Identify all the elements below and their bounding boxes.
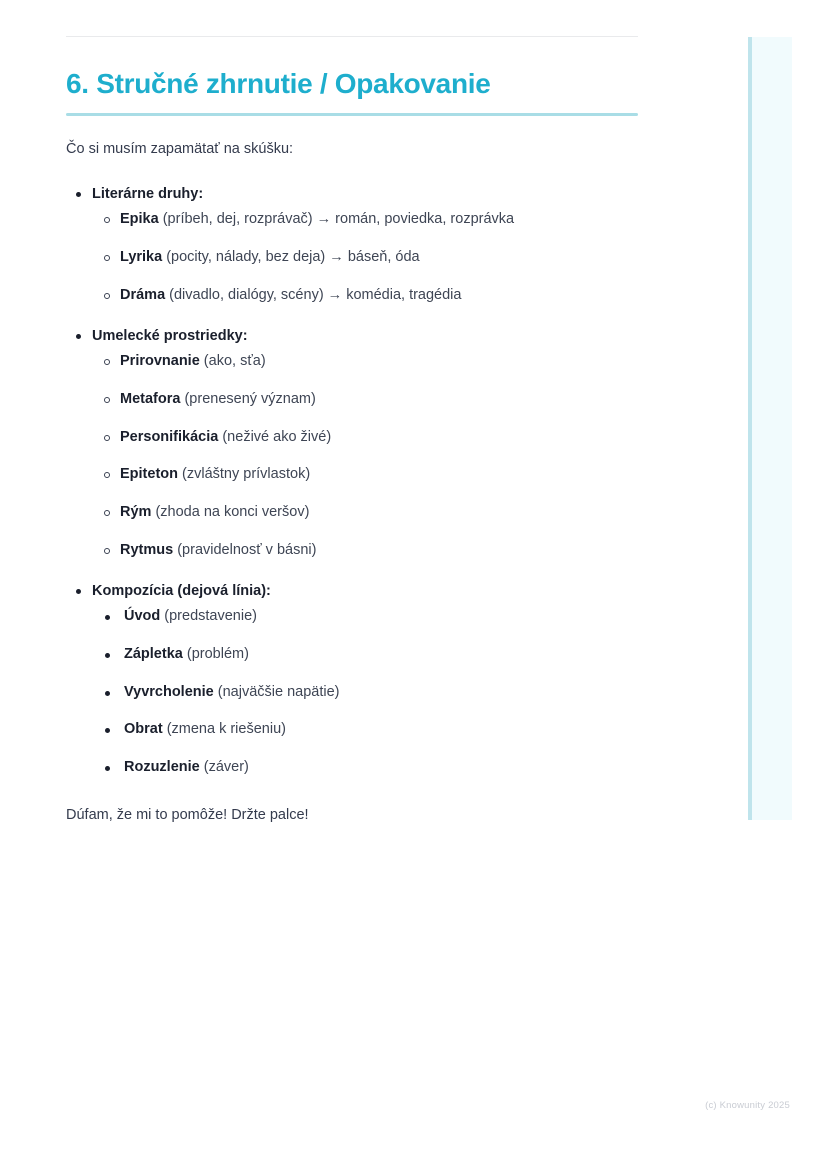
- list-item: [66, 719, 638, 741]
- group-title: Umelecké prostriedky:: [66, 325, 638, 347]
- item-term: Prirovnanie: [120, 353, 200, 370]
- item-term: Personifikácia: [120, 428, 219, 445]
- list-item: [66, 502, 638, 524]
- group-title: Literárne druhy:: [66, 183, 638, 205]
- item-term: Dráma: [120, 286, 166, 303]
- list-item: [66, 427, 638, 449]
- list-item: [66, 351, 638, 373]
- group-items: [66, 209, 638, 306]
- item-detail: (predstavenie): [160, 608, 257, 625]
- summary-group: [66, 183, 638, 307]
- item-term: Rozuzlenie: [124, 759, 200, 776]
- item-term: Zápletka: [124, 645, 183, 662]
- top-divider: [66, 36, 638, 37]
- page-title: 6. Stručné zhrnutie / Opakovanie: [66, 68, 491, 99]
- item-detail: (ako, sťa): [199, 353, 266, 370]
- item-detail: (prenesený význam): [180, 390, 316, 407]
- item-detail: (divadlo, dialógy, scény) → komédia, tragédia: [165, 286, 462, 303]
- list-item: [66, 389, 638, 411]
- outro-text: Dúfam, že mi to pomôže! Držte palce!: [66, 806, 309, 823]
- item-term: Úvod: [124, 608, 161, 625]
- item-detail: (príbeh, dej, rozprávač) → román, poviedka, rozprávka: [158, 211, 515, 228]
- item-detail: (zmena k riešeniu): [162, 721, 286, 738]
- item-detail: (zvláštny prívlastok): [178, 466, 311, 483]
- item-detail: (neživé ako živé): [218, 428, 332, 445]
- group-items: [66, 351, 638, 562]
- list-item: [66, 285, 638, 307]
- list-item: [66, 464, 638, 486]
- title-underline: [66, 113, 638, 116]
- item-term: Epiteton: [120, 466, 178, 483]
- list-item: [66, 540, 638, 562]
- item-term: Rytmus: [120, 541, 174, 558]
- intro-text: Čo si musím zapamätať na skúšku:: [66, 141, 294, 158]
- group-title: Kompozícia (dejová línia):: [66, 580, 638, 602]
- item-term: Lyrika: [120, 249, 163, 266]
- summary-group: [66, 325, 638, 562]
- item-detail: (pocity, nálady, bez deja) → báseň, óda: [162, 249, 420, 266]
- group-items: [66, 606, 638, 779]
- item-detail: (najväčšie napätie): [213, 683, 340, 700]
- item-detail: (problém): [182, 645, 249, 662]
- list-item: [66, 606, 638, 628]
- item-term: Obrat: [124, 721, 163, 738]
- list-item: [66, 209, 638, 231]
- item-term: Epika: [120, 211, 159, 228]
- list-item: [66, 247, 638, 269]
- document-content: [66, 36, 638, 827]
- item-detail: (pravidelnosť v básni): [173, 541, 317, 558]
- item-term: Metafora: [120, 390, 181, 407]
- footer-credit: (c) Knowunity 2025: [705, 1100, 790, 1111]
- list-item: [66, 757, 638, 779]
- item-detail: (záver): [199, 759, 249, 776]
- list-item: [66, 644, 638, 666]
- list-item: [66, 682, 638, 704]
- item-detail: (zhoda na konci veršov): [151, 504, 310, 521]
- summary-group: [66, 580, 638, 779]
- summary-list: [66, 183, 638, 779]
- right-accent-panel: [748, 37, 792, 820]
- item-term: Vyvrcholenie: [124, 683, 214, 700]
- item-term: Rým: [120, 504, 152, 521]
